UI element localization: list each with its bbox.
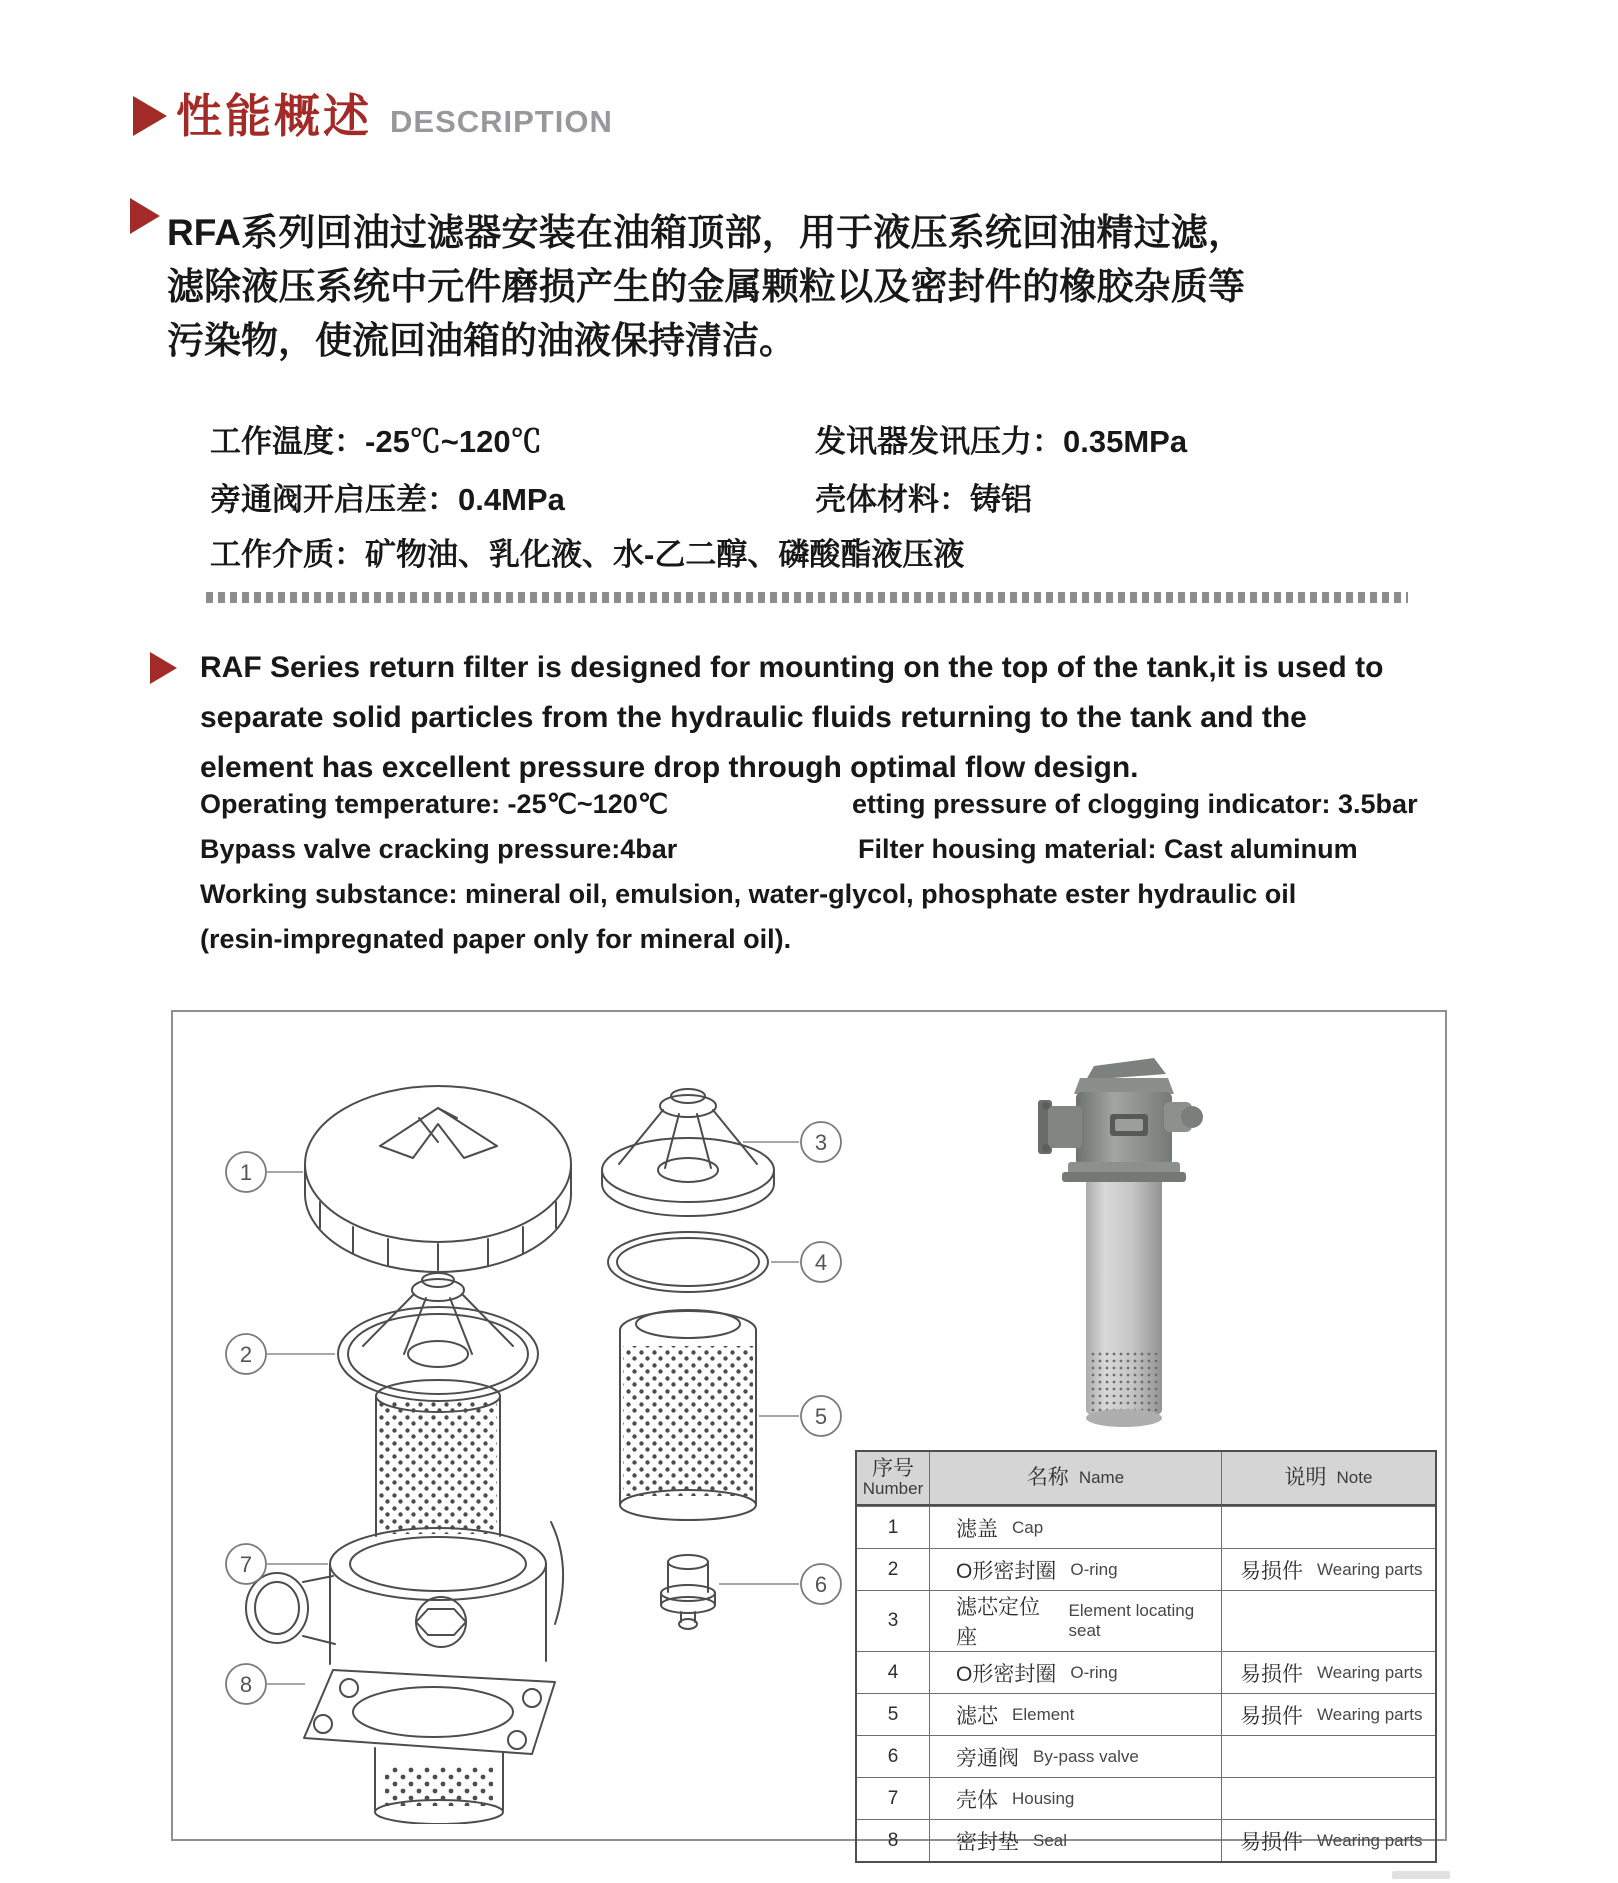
- cell-name: [929, 1591, 1221, 1651]
- locating-seat-drawing: [338, 1273, 538, 1401]
- cell-note: [1221, 1694, 1435, 1735]
- cell-note: [1221, 1778, 1435, 1819]
- header-note: [1221, 1452, 1435, 1504]
- cell-note: [1221, 1736, 1435, 1777]
- header-name: [929, 1452, 1221, 1504]
- note-en: Wearing parts: [1317, 1662, 1423, 1682]
- cell-number: 3: [887, 1610, 899, 1631]
- name-en: Element locating seat: [1068, 1601, 1195, 1640]
- note-zh: 易损件: [1240, 1830, 1303, 1854]
- spec-zh-indicator-pressure: 发讯器发讯压力：0.35MPa: [815, 424, 1188, 459]
- cell-number: 2: [887, 1558, 899, 1580]
- note-zh: 易损件: [1240, 1559, 1303, 1583]
- product-photo: [1034, 1050, 1214, 1448]
- name-zh: O形密封圈: [956, 1662, 1057, 1686]
- callout-8: [226, 1664, 266, 1704]
- spec-zh-operating-temperature: 工作温度：-25℃~120℃: [210, 424, 542, 459]
- cell-note: [1221, 1820, 1435, 1861]
- cell-number: 5: [887, 1703, 899, 1725]
- name-zh: 旁通阀: [956, 1746, 1019, 1770]
- table-row: [857, 1777, 1435, 1819]
- table-row: [857, 1590, 1435, 1651]
- svg-text:6: 6: [814, 1572, 828, 1597]
- name-zh: 密封垫: [956, 1830, 1019, 1854]
- header-number: [857, 1452, 929, 1504]
- o-ring-drawing: [608, 1232, 768, 1292]
- cap-drawing: [305, 1086, 571, 1272]
- spec-en-operating-temperature: Operating temperature: -25℃~120℃: [200, 789, 669, 819]
- callout-5: [801, 1396, 841, 1436]
- svg-text:7: 7: [239, 1552, 253, 1577]
- cell-note: [1221, 1591, 1435, 1651]
- cell-name: [929, 1507, 1221, 1548]
- cell-note: [1221, 1507, 1435, 1548]
- spec-en-working-media: Working substance: mineral oil, emulsion, water-glycol, phosphate ester hydraulic oil: [200, 879, 1297, 909]
- header-note-zh: 说明: [1284, 1465, 1327, 1489]
- table-row: [857, 1819, 1435, 1861]
- intro-paragraph-en: RAF Series return filter is designed for mounting on the top of the tank,it is used to separate solid particles from the hydraulic fluids returning to the tank and the element has excellent pressure drop through optimal flow design.: [200, 651, 1384, 784]
- header-number-zh: 序号: [872, 1457, 914, 1481]
- cell-name: [929, 1820, 1221, 1861]
- name-en: Seal: [1033, 1830, 1068, 1850]
- header-name-en: Name: [1078, 1468, 1125, 1488]
- cell-name: [929, 1694, 1221, 1735]
- section-title-en: DESCRIPTION: [390, 104, 613, 139]
- cell-number: 4: [887, 1661, 899, 1683]
- note-zh: 易损件: [1240, 1704, 1303, 1728]
- header-number-en: Number: [862, 1479, 924, 1499]
- bypass-valve-drawing: [661, 1555, 715, 1629]
- housing-drawing: [246, 1522, 563, 1824]
- note-en: Wearing parts: [1317, 1704, 1423, 1724]
- dotted-divider: [206, 592, 1408, 603]
- exploded-view-diagram: [183, 1024, 853, 1824]
- note-zh: 易损件: [1240, 1662, 1303, 1686]
- cell-number: 6: [887, 1745, 899, 1767]
- element-upper-drawing: [376, 1380, 500, 1536]
- cell-name: [929, 1778, 1221, 1819]
- spec-zh-housing-material: 壳体材料：铸铝: [815, 482, 1032, 517]
- note-en: Wearing parts: [1317, 1559, 1423, 1579]
- spec-en-working-media-note: (resin-impregnated paper only for mineral oil).: [200, 924, 792, 954]
- section-arrow-icon: [133, 96, 170, 136]
- print-artifact: [1392, 1871, 1450, 1879]
- element-drawing: [620, 1310, 756, 1520]
- header-name-zh: 名称: [1026, 1465, 1069, 1489]
- name-en: O-ring: [1070, 1559, 1118, 1579]
- spec-en-bypass-pressure: Bypass valve cracking pressure:4bar: [200, 834, 678, 864]
- cell-note: [1221, 1652, 1435, 1693]
- seat-drawing: [602, 1089, 774, 1216]
- name-en: Element: [1012, 1704, 1075, 1724]
- table-row: [857, 1735, 1435, 1777]
- parts-table-header: [857, 1452, 1435, 1506]
- section-title-zh: 性能概述: [176, 90, 372, 142]
- table-row: [857, 1693, 1435, 1735]
- callout-7: [226, 1544, 266, 1584]
- callout-2: [226, 1334, 266, 1374]
- svg-text:4: 4: [814, 1250, 828, 1275]
- name-en: Housing: [1012, 1788, 1075, 1808]
- name-zh: 滤芯: [956, 1704, 998, 1728]
- header-note-en: Note: [1336, 1468, 1373, 1488]
- name-en: O-ring: [1070, 1662, 1118, 1682]
- callout-4: [801, 1242, 841, 1282]
- spec-zh-bypass-pressure: 旁通阀开启压差：0.4MPa: [210, 482, 565, 517]
- table-row: [857, 1651, 1435, 1693]
- section-heading: [176, 80, 613, 146]
- callout-1: [226, 1152, 266, 1192]
- callout-3: [801, 1122, 841, 1162]
- cell-name: [929, 1549, 1221, 1590]
- spec-en-housing-material: Filter housing material: Cast aluminum: [858, 834, 1358, 864]
- cell-name: [929, 1736, 1221, 1777]
- name-zh: 壳体: [956, 1788, 998, 1812]
- intro-zh-arrow-icon: [130, 198, 163, 234]
- table-row: [857, 1548, 1435, 1590]
- svg-text:8: 8: [239, 1672, 253, 1697]
- svg-text:5: 5: [814, 1404, 828, 1429]
- table-row: [857, 1506, 1435, 1548]
- name-en: By-pass valve: [1033, 1746, 1139, 1766]
- parts-table: [855, 1450, 1437, 1863]
- note-en: Wearing parts: [1317, 1830, 1423, 1850]
- name-zh: 滤盖: [956, 1517, 998, 1541]
- cell-name: [929, 1652, 1221, 1693]
- cell-number: 8: [887, 1829, 899, 1851]
- spec-en-indicator-pressure: etting pressure of clogging indicator: 3.5bar: [852, 789, 1418, 819]
- spec-zh-working-media: 工作介质：矿物油、乳化液、水-乙二醇、磷酸酯液压液: [210, 537, 965, 572]
- callout-6: [801, 1564, 841, 1604]
- figure-box: [171, 1010, 1447, 1854]
- intro-paragraph-zh: RFA系列回油过滤器安装在油箱顶部，用于液压系统回油精过滤，滤除液压系统中元件磨损产生的金属颗粒以及密封件的橡胶杂质等污染物，使流回油箱的油液保持清洁。: [167, 212, 1245, 361]
- name-en: Cap: [1012, 1517, 1044, 1537]
- svg-text:3: 3: [814, 1130, 828, 1155]
- cell-note: [1221, 1549, 1435, 1590]
- intro-en-arrow-icon: [150, 652, 180, 684]
- svg-text:1: 1: [239, 1160, 253, 1185]
- cell-number: 7: [887, 1787, 899, 1809]
- cell-number: 1: [887, 1516, 899, 1538]
- name-zh: 滤芯定位座: [956, 1596, 1040, 1649]
- name-zh: O形密封圈: [956, 1559, 1057, 1583]
- svg-text:2: 2: [239, 1342, 253, 1367]
